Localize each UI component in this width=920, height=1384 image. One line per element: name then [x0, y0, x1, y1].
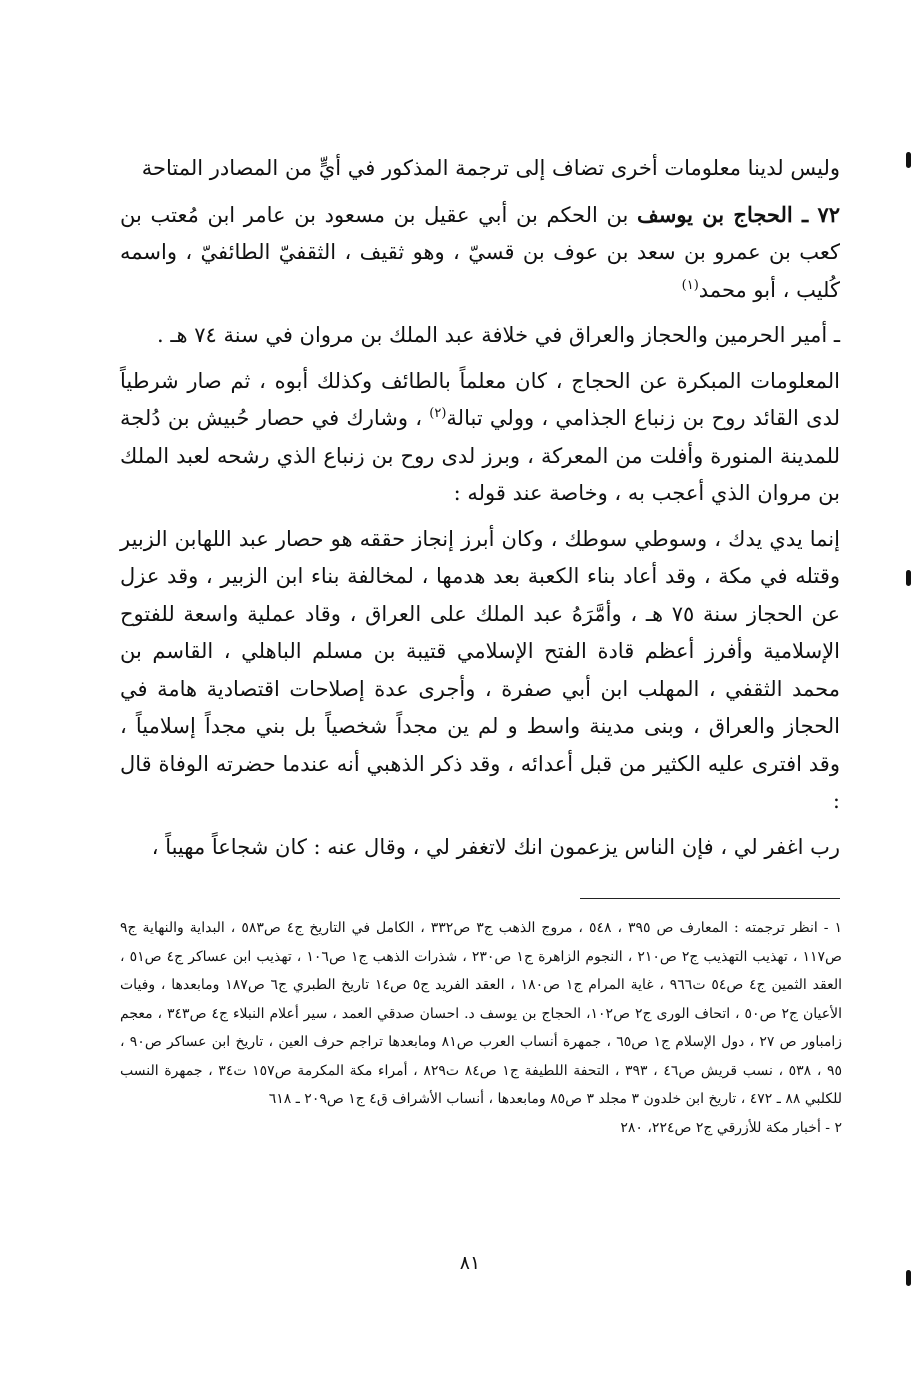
footnote-divider — [580, 898, 840, 899]
intro-line: وليس لدينا معلومات أخرى تضاف إلى ترجمة المذكور في أيٍّ من المصادر المتاحة — [141, 156, 840, 180]
margin-mark-middle — [906, 570, 911, 586]
margin-mark-top — [906, 152, 911, 168]
early-info-paragraph — [120, 363, 840, 513]
footnote-ref-1[interactable]: (١) — [681, 277, 699, 293]
entry-paragraph — [120, 196, 840, 310]
page-number: ٨١ — [459, 1252, 481, 1274]
footnote-2: ٢ - أخبار مكة للأزرقي ج٢ ص٢٢٤، ٢٨٠ — [620, 1119, 842, 1136]
early-info-text-b: ، وشارك في حصار حُبيش بن دُلجة للمدينة المنورة وأفلت من المعركة ، وبرز لدى روح بن زنباع الذي رشحه لعبد الملك بن مروان الذي أعجب به ، وخاصة عند قوله : — [120, 406, 840, 505]
early-info-text-a: المعلومات المبكرة عن الحجاج ، كان معلماً بالطائف وكذلك أبوه ، ثم صار شرطياً لدى القائد روح بن زنباع الجذامي ، وولي تبالة — [120, 368, 840, 430]
main-text — [120, 150, 840, 866]
prayer-paragraph: رب اغفر لي ، فإن الناس يزعمون انك لاتغفر لي ، وقال عنه : كان شجاعاً مهيباً ، — [151, 834, 840, 859]
entry-lineage: بن الحكم بن أبي عقيل بن مسعود بن عامر ابن مُعتب بن كعب بن عمرو بن سعد بن عوف بن قسيّ ، وهو ثقيف ، الثقفيّ الطائفيّ ، واسمه كُليب ، أبو محمد — [120, 202, 840, 302]
office-paragraph: ـ أمير الحرمين والحجاز والعراق في خلافة عبد الملك بن مروان في سنة ٧٤ هـ . — [156, 323, 840, 347]
footnotes — [120, 914, 842, 1142]
footnote-ref-2[interactable]: (٢) — [429, 406, 447, 421]
deeds-paragraph: إنما يدي يدك ، وسوطي سوطك ، وكان أبرز إنجاز حققه هو حصار عبد اللهابن الزبير وقتله في مكة ، وقد أعاد بناء الكعبة بعد هدمها ، لمخالفة بناء ابن الزبير ، وقد عزل عن الحجاز سنة ٧٥ هـ ، وأمَّرَهُ عبد الملك على العراق ، وقاد عملية واسعة للفتوح الإسلامية وأفرز أعظم قادة الفتح الإسلامي قتيبة بن مسلم الباهلي ، القاسم بن محمد الثقفي ، المهلب ابن أبي صفرة ، وأجرى عدة إصلاحات اقتصادية هامة في الحجاز والعراق ، وبنى مدينة واسط و لم ين مجداً شخصياً بل بني مجداً إسلامياً ، وقد افترى عليه الكثير من قبل أعدائه ، وقد ذكر الذهبي أنه عندما حضرته الوفاة قال : — [120, 526, 840, 813]
entry-heading: ٧٢ ـ الحجاج بن يوسف — [636, 201, 840, 227]
footnote-1: ١ - انظر ترجمته : المعارف ص ٣٩٥ ، ٥٤٨ ، مروج الذهب ج٣ ص٣٣٢ ، الكامل في التاريخ ج٤ ص٥٨٣ ، البداية والنهاية ج٩ ص١١٧ ، تهذيب التهذيب ج٢ ص٢١٠ ، النجوم الزاهرة ج١ ص٢٣٠ ، شذرات الذهب ج١ ص١٠٦ ، تهذيب ابن عساكر ج٤ ص٥١ ، العقد الثمين ج٤ ص٥٤ ت٩٦٦ ، غاية المرام ج١ ص١٨٠ ، العقد الفريد ج٥ ص١٤ تاريخ الطبري ج٦ ص١٨٧ ومابعدها ، وفيات الأعيان ج٢ ص٥٠ ، اتحاف الورى ج٢ ص١٠٢، الحجاج بن يوسف د. احسان صدقي العمد ، سير أعلام النبلاء ج٤ ص٣٤٣ ، معجم زامباور ص ٢٧ ، دول الإسلام ج١ ص٦٥ ، جمهرة أنساب العرب ص٨١ ومابعدها تراجم حرف العين ، تاريخ ابن عساكر ص٩٠ ، ٩٥ ، ٥٣٨ ، نسب قريش ص٤٦ ، ٣٩٣ ، التحفة اللطيفة ج١ ص٨٤ ت٨٢٩ ، أمراء مكة المكرمة ص١٥٧ ت٣٤ ، جمهرة النسب للكلبي ٨٨ ـ ٤٧٢ ، تاريخ ابن خلدون ٣ مجلد ٣ ص٨٥ ومابعدها ، أنساب الأشراف ق٤ ج١ ص٢٠٩ ـ ٦١٨ — [120, 920, 843, 1107]
margin-mark-bottom — [906, 1270, 911, 1286]
